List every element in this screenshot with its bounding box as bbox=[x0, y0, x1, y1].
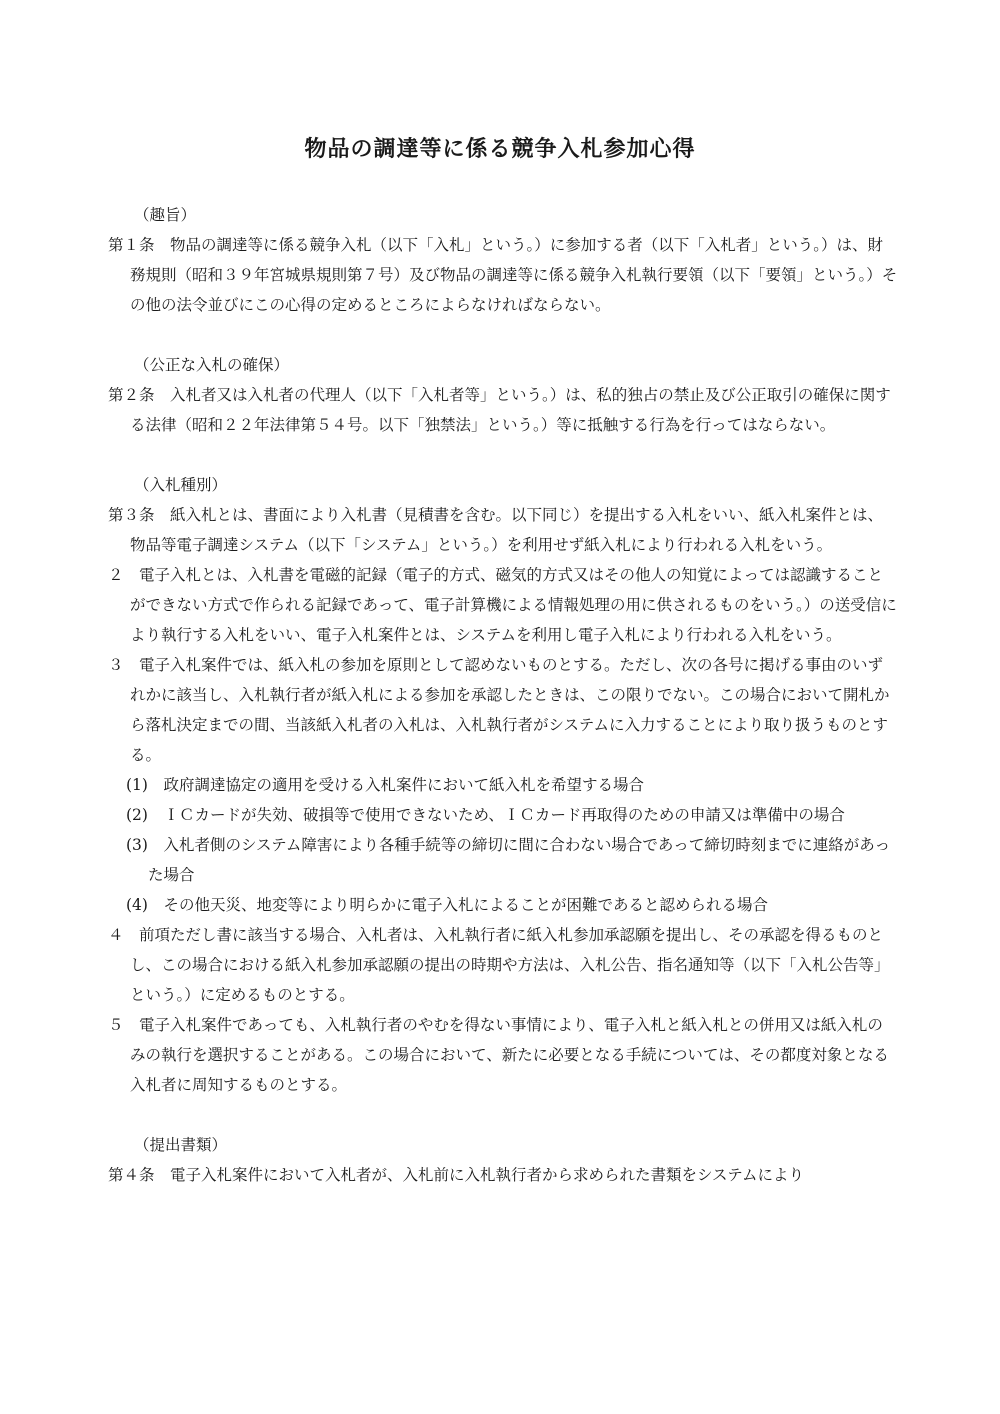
article-3-item-3: (3) 入札者側のシステム障害により各種手続等の締切に間に合わない場合であって締切時刻までに連絡があった場合 bbox=[126, 836, 891, 884]
article-3-item-2: (2) ＩＣカードが失効、破損等で使用できないため、ＩＣカード再取得のための申請又は準備中の場合 bbox=[126, 806, 845, 824]
document-title: 物品の調達等に係る競争入札参加心得 bbox=[304, 137, 696, 162]
article-3-paragraph-5: ５ 電子入札案件であっても、入札執行者のやむを得ない事情により、電子入札と紙入札との併用又は紙入札のみの執行を選択することがある。この場合において、新たに必要となる手続については、その都度対象となる入札者に周知するものとする。 bbox=[108, 1016, 889, 1094]
section-gap bbox=[108, 1100, 898, 1130]
article-3-paragraph-4: ４ 前項ただし書に該当する場合、入札者は、入札執行者に紙入札参加承認願を提出し、その承認を得るものとし、この場合における紙入札参加承認願の提出の時期や方法は、入札公告、指名通知等（以下「入札公告等」という。）に定めるものとする。 bbox=[108, 926, 890, 1004]
section-gap bbox=[108, 320, 898, 350]
section-heading-purpose: （趣旨） bbox=[134, 206, 197, 224]
article-4: 第４条 電子入札案件において入札者が、入札前に入札執行者から求められた書類をシステムにより bbox=[108, 1166, 804, 1184]
article-3-item-1: (1) 政府調達協定の適用を受ける入札案件において紙入札を希望する場合 bbox=[126, 776, 644, 794]
article-3: 第３条 紙入札とは、書面により入札書（見積書を含む。以下同じ）を提出する入札をいい、紙入札案件とは、物品等電子調達システム（以下「システム」という。）を利用せず紙入札により行われる入札をいう。 bbox=[108, 506, 884, 554]
article-3-paragraph-2: ２ 電子入札とは、入札書を電磁的記録（電子的方式、磁気的方式又はその他人の知覚によっては認識することができない方式で作られる記録であって、電子計算機による情報処理の用に供されるものをいう。）の送受信により執行する入札をいい、電子入札案件とは、システムを利用し電子入札により行われる入札をいう。 bbox=[108, 566, 897, 644]
article-2: 第２条 入札者又は入札者の代理人（以下「入札者等」という。）は、私的独占の禁止及び公正取引の確保に関する法律（昭和２２年法律第５４号。以下「独禁法」という。）等に抵触する行為を行ってはならない。 bbox=[108, 386, 891, 434]
section-heading-documents: （提出書類） bbox=[134, 1136, 228, 1154]
article-3-item-4: (4) その他天災、地変等により明らかに電子入札によることが困難であると認められる場合 bbox=[126, 896, 768, 914]
document-body bbox=[108, 200, 898, 1190]
section-heading-fair-bidding: （公正な入札の確保） bbox=[134, 356, 290, 374]
article-1: 第１条 物品の調達等に係る競争入札（以下「入札」という。）に参加する者（以下「入札者」という。）は、財務規則（昭和３９年宮城県規則第７号）及び物品の調達等に係る競争入札執行要領（以下「要領」という。）その他の法令並びにこの心得の定めるところによらなければならない。 bbox=[108, 236, 898, 314]
section-gap bbox=[108, 440, 898, 470]
article-3-paragraph-3: ３ 電子入札案件では、紙入札の参加を原則として認めないものとする。ただし、次の各号に掲げる事由のいずれかに該当し、入札執行者が紙入札による参加を承認したときは、この限りでない。この場合において開札から落札決定までの間、当該紙入札者の入札は、入札執行者がシステムに入力することにより取り扱うものとする。 bbox=[108, 656, 890, 764]
section-heading-bid-types: （入札種別） bbox=[134, 476, 228, 494]
